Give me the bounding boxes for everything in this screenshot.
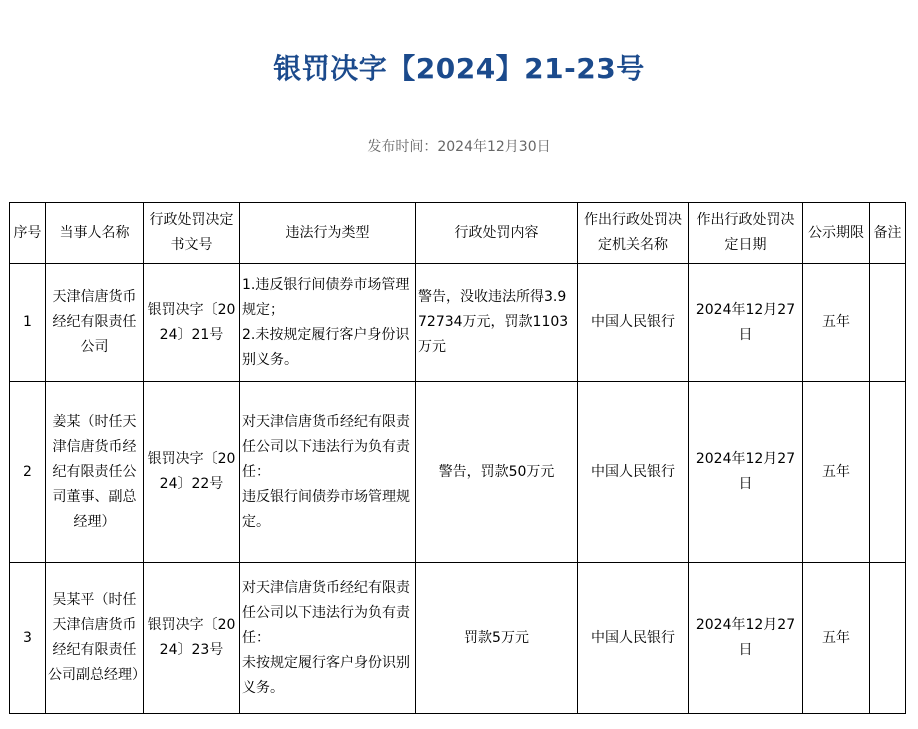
party-cell: 姜某（时任天津信唐货币经纪有限责任公司董事、副总经理） — [46, 382, 144, 563]
violation-cell — [240, 264, 416, 382]
penalty-cell: 警告，罚款50万元 — [416, 382, 578, 563]
authority-cell: 中国人民银行 — [578, 563, 689, 714]
violation-line: 对天津信唐货币经纪有限责任公司以下违法行为负有责任： — [242, 413, 410, 480]
remark-cell — [870, 563, 906, 714]
header-publicity-period: 公示期限 — [803, 203, 870, 264]
publish-label: 发布时间： — [367, 139, 438, 155]
violation-line: 对天津信唐货币经纪有限责任公司以下违法行为负有责任： — [242, 579, 410, 646]
header-decision-date: 作出行政处罚决定日期 — [689, 203, 803, 264]
header-authority: 作出行政处罚决定机关名称 — [578, 203, 689, 264]
authority-cell: 中国人民银行 — [578, 264, 689, 382]
period-cell: 五年 — [803, 563, 870, 714]
serial-cell: 1 — [10, 264, 46, 382]
header-violation-type: 违法行为类型 — [240, 203, 416, 264]
penalty-table — [9, 202, 906, 714]
period-cell: 五年 — [803, 264, 870, 382]
date-cell: 2024年12月27日 — [689, 264, 803, 382]
penalty-cell: 警告，没收违法所得3.972734万元，罚款1103万元 — [416, 264, 578, 382]
violation-line: 1.违反银行间债券市场管理规定； — [242, 276, 410, 318]
party-cell: 吴某平（时任天津信唐货币经纪有限责任公司副总经理） — [46, 563, 144, 714]
doc-number-cell: 银罚决字〔2024〕21号 — [144, 264, 240, 382]
page-title: 银罚决字【2024】21-23号 — [273, 51, 645, 85]
violation-line: 未按规定履行客户身份识别义务。 — [242, 654, 410, 696]
date-cell: 2024年12月27日 — [689, 563, 803, 714]
publish-date: 2024年12月30日 — [437, 139, 551, 155]
doc-number-cell: 银罚决字〔2024〕22号 — [144, 382, 240, 563]
header-serial: 序号 — [10, 203, 46, 264]
table-row — [10, 382, 906, 563]
header-penalty-content: 行政处罚内容 — [416, 203, 578, 264]
header-party: 当事人名称 — [46, 203, 144, 264]
violation-line: 违反银行间债券市场管理规定。 — [242, 488, 410, 530]
violation-cell — [240, 563, 416, 714]
violation-cell — [240, 382, 416, 563]
serial-cell: 3 — [10, 563, 46, 714]
remark-cell — [870, 382, 906, 563]
header-doc-number: 行政处罚决定书文号 — [144, 203, 240, 264]
table-header-row — [10, 203, 906, 264]
period-cell: 五年 — [803, 382, 870, 563]
table-row — [10, 264, 906, 382]
date-cell: 2024年12月27日 — [689, 382, 803, 563]
table-row — [10, 563, 906, 714]
header-remark: 备注 — [870, 203, 906, 264]
remark-cell — [870, 264, 906, 382]
party-cell: 天津信唐货币经纪有限责任公司 — [46, 264, 144, 382]
violation-line: 2.未按规定履行客户身份识别义务。 — [242, 326, 410, 368]
serial-cell: 2 — [10, 382, 46, 563]
authority-cell: 中国人民银行 — [578, 382, 689, 563]
penalty-cell: 罚款5万元 — [416, 563, 578, 714]
publish-info — [0, 136, 918, 158]
doc-number-cell: 银罚决字〔2024〕23号 — [144, 563, 240, 714]
